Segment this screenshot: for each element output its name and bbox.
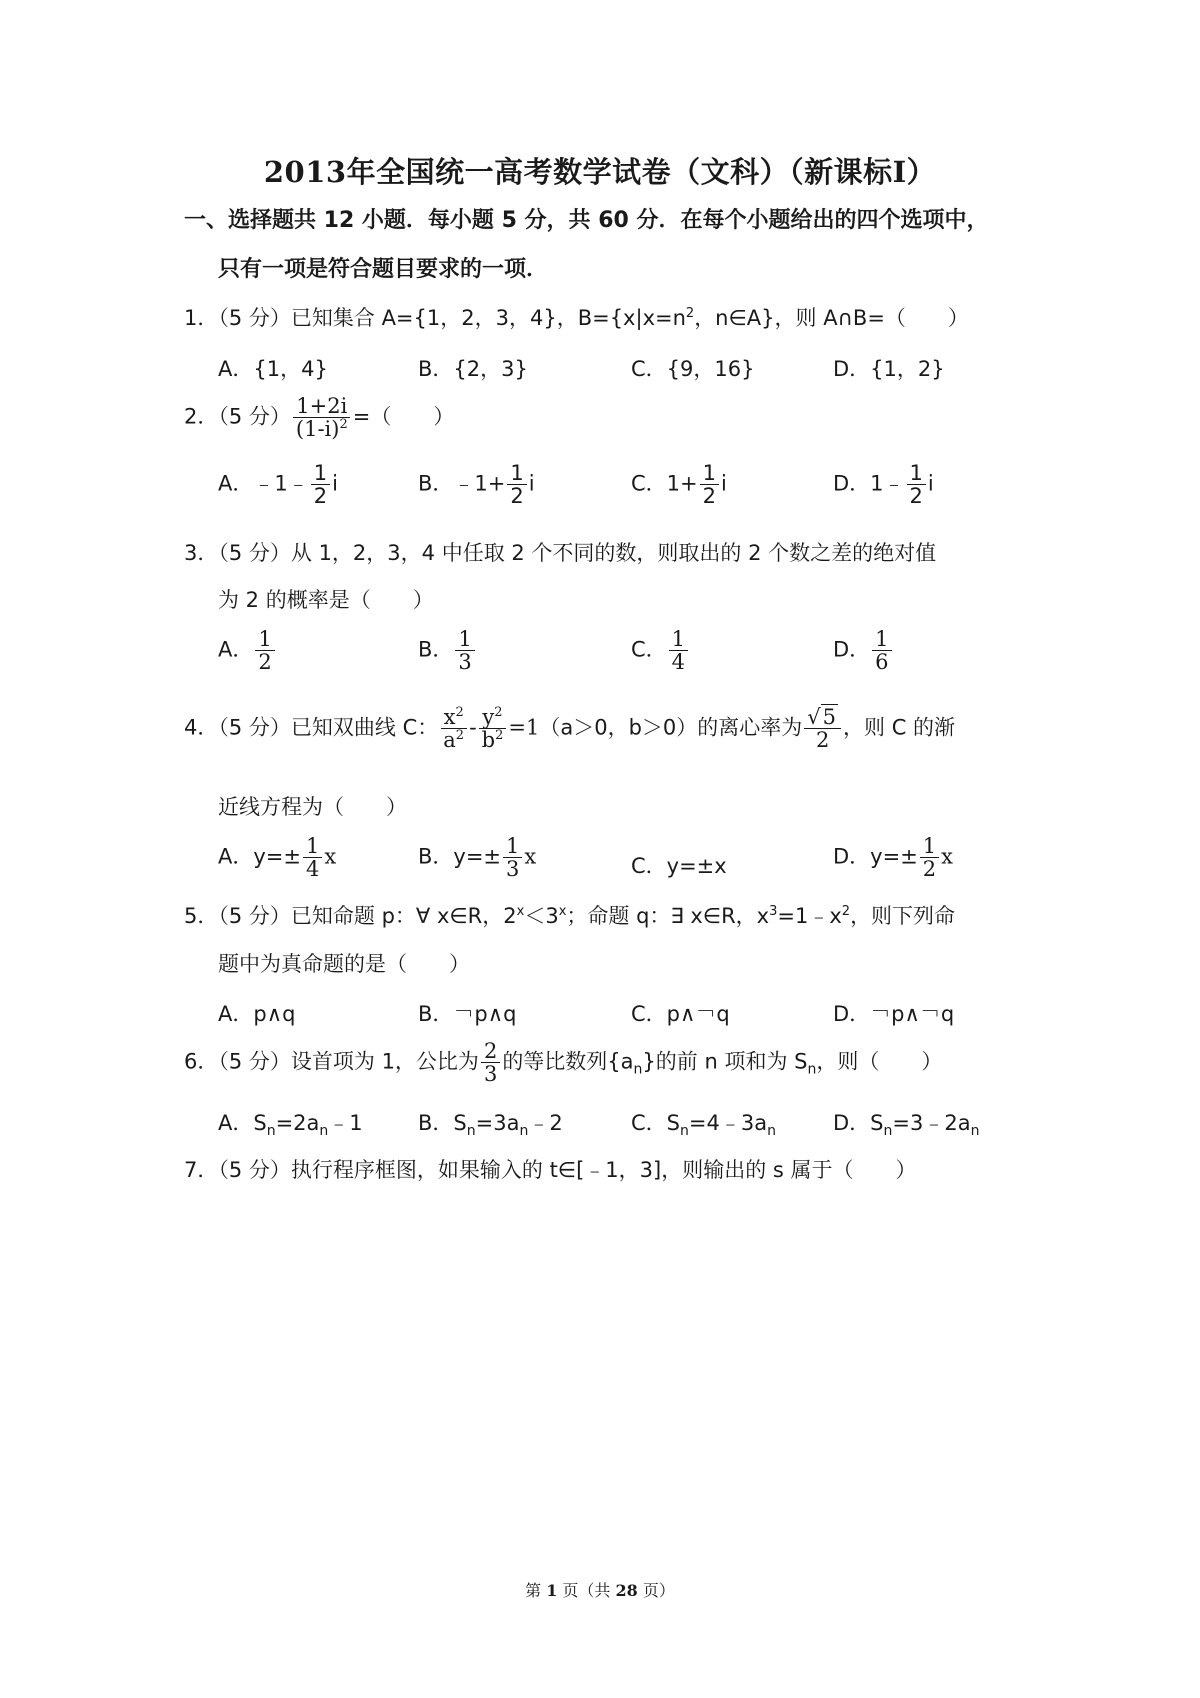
- q4-mid: （a＞0，b＞0）的离心率为: [539, 715, 803, 740]
- q6d-a: D．S: [833, 1111, 884, 1135]
- q5-p3: ；命题 q：∃ x∈R，x: [566, 904, 770, 928]
- q6-sub1: n: [633, 1061, 643, 1078]
- q6c-d: n: [767, 1123, 776, 1140]
- q6a-e: ﹣1: [328, 1111, 363, 1135]
- q2b-post: i: [528, 471, 535, 496]
- q3a-num: 1: [255, 628, 274, 651]
- q2c-fraction: [700, 462, 719, 507]
- q6b-a: B．S: [418, 1111, 467, 1135]
- q4-fraction-x: [440, 706, 467, 751]
- q4-x-sq: 2: [455, 705, 464, 720]
- q6-num: 2: [481, 1040, 500, 1063]
- q2-fraction: [293, 395, 351, 440]
- q3b-pre: B．: [418, 637, 454, 662]
- q4-fraction-y: [479, 706, 507, 751]
- q4b-num: 1: [503, 835, 522, 858]
- question-5-line1: [184, 900, 955, 930]
- q6a-c: =2a: [275, 1111, 320, 1135]
- q2c-pre: C．1+: [631, 471, 698, 496]
- q4-b-sq: 2: [495, 728, 504, 744]
- q4-option-a: [218, 835, 336, 880]
- page-footer: [0, 1578, 1200, 1601]
- q5-s2: x: [558, 904, 567, 919]
- q3b-den: 3: [458, 650, 472, 675]
- q4-minus: -: [469, 715, 477, 740]
- q6d-d: n: [970, 1123, 980, 1140]
- q6b-b: n: [466, 1123, 476, 1140]
- q6c-b: n: [680, 1123, 689, 1140]
- q2-denominator: (1-i): [295, 417, 340, 442]
- question-7-stem: 7．（5 分）执行程序框图，如果输入的 t∈[﹣1，3]，则输出的 s 属于（ ）: [184, 1158, 917, 1182]
- q5-s4: 2: [841, 904, 851, 919]
- q6d-b: n: [883, 1123, 893, 1140]
- q4-a: a: [443, 728, 456, 753]
- q2d-num: 1: [907, 462, 926, 485]
- q4d-pre: D．y=±: [833, 844, 918, 869]
- sqrt-sign: √: [807, 705, 821, 729]
- q2d-den: 2: [909, 484, 923, 509]
- footer-a: 第: [525, 1581, 547, 1600]
- q1-option-c: C．{9，16}: [631, 357, 755, 381]
- q2b-num: 1: [507, 462, 526, 485]
- q2a-post: i: [332, 471, 338, 496]
- q2b-pre: B．﹣1+: [418, 471, 506, 496]
- q3b-fraction: [455, 628, 474, 673]
- q3d-fraction: [872, 628, 891, 673]
- q4a-num: 1: [303, 835, 322, 858]
- q1-text-b: ，n∈A}，则 A∩B=（ ）: [694, 306, 969, 330]
- q2d-fraction: [907, 462, 926, 507]
- q6a-a: A．S: [218, 1111, 267, 1135]
- question-2-stem: [184, 395, 454, 440]
- q4b-post: x: [524, 844, 537, 869]
- q4d-den: 2: [922, 857, 937, 882]
- section-heading-line1: 一、选择题共 12 小题．每小题 5 分，共 60 分．在每个小题给出的四个选项中，: [184, 208, 989, 233]
- q6-option-c: [631, 1107, 776, 1140]
- q4-eccentricity: [804, 706, 841, 751]
- q1-option-b: B．{2，3}: [418, 357, 528, 381]
- q5-p5: ，则下列命: [850, 904, 956, 928]
- q1-option-d: D．{1，2}: [833, 357, 945, 381]
- footer-b: 页（共: [557, 1581, 616, 1600]
- q3d-num: 1: [872, 628, 891, 651]
- q4b-pre: B．y=±: [418, 844, 502, 869]
- q2c-num: 1: [700, 462, 719, 485]
- question-4-line2: 近线方程为（ ）: [218, 795, 407, 819]
- q4-y-sq: 2: [494, 705, 503, 720]
- q4-ecc-den: 2: [815, 728, 830, 753]
- q5-p4: =1﹣x: [777, 904, 842, 928]
- q3a-den: 2: [258, 650, 272, 675]
- section-heading-line2: 只有一项是符合题目要求的一项．: [218, 257, 549, 282]
- q6-option-a: [218, 1107, 363, 1140]
- q1-superscript: 2: [685, 306, 695, 321]
- q2-denominator-sup: 2: [339, 417, 348, 433]
- q6-option-d: [833, 1107, 980, 1140]
- q2-option-b: [418, 462, 535, 507]
- q2d-pre: D．1﹣: [833, 471, 905, 496]
- q4a-pre: A．y=±: [218, 844, 301, 869]
- q2-option-c: [631, 462, 727, 507]
- q4-option-b: [418, 835, 536, 880]
- q3c-pre: C．: [631, 637, 667, 662]
- q4b-fraction: [503, 835, 522, 880]
- q2a-pre: A．﹣1﹣: [218, 471, 309, 496]
- q2a-den: 2: [313, 484, 328, 509]
- q2-suffix: =（ ）: [352, 404, 455, 429]
- q3a-fraction: [255, 628, 274, 673]
- q6-p4: ，则（ ）: [816, 1049, 943, 1074]
- q4-option-c: C．y=±x: [631, 854, 727, 878]
- q4d-num: 1: [920, 835, 939, 858]
- q4-a-sq: 2: [455, 728, 465, 744]
- q3d-pre: D．: [833, 637, 871, 662]
- q4a-post: x: [324, 844, 337, 869]
- q5-s1: x: [516, 904, 525, 919]
- q6b-d: n: [519, 1123, 529, 1140]
- q1-option-a: A．{1，4}: [218, 357, 328, 381]
- q2-numerator: 1+2i: [293, 395, 350, 418]
- q4a-fraction: [303, 835, 322, 880]
- q5-option-b: B．￢p∧q: [418, 1002, 517, 1026]
- q4-option-d: [833, 835, 953, 880]
- q4-y: y: [482, 705, 495, 729]
- q6a-b: n: [266, 1123, 276, 1140]
- q6-p1: 6．（5 分）设首项为 1，公比为: [184, 1049, 479, 1074]
- q2-prefix: 2．（5 分）: [184, 404, 291, 429]
- question-1-stem: [184, 302, 969, 332]
- q2d-post: i: [927, 471, 934, 496]
- q6c-c: =4﹣3a: [688, 1111, 768, 1135]
- q4d-post: x: [941, 844, 954, 869]
- q5-option-d: D．￢p∧￢q: [833, 1002, 955, 1026]
- q2c-den: 2: [702, 484, 716, 509]
- q3-option-a: [218, 628, 277, 673]
- q6b-c: =3a: [475, 1111, 520, 1135]
- q6-p3: }的前 n 项和为 S: [642, 1049, 808, 1074]
- q3-option-d: [833, 628, 894, 673]
- q6-fraction: [481, 1040, 500, 1085]
- q4-radicand: 5: [822, 705, 837, 729]
- q1-text-a: 1．（5 分）已知集合 A={1，2，3，4}，B={x|x=n: [184, 306, 686, 330]
- q3c-num: 1: [669, 628, 688, 651]
- q2c-post: i: [721, 471, 727, 496]
- q6a-d: n: [319, 1123, 329, 1140]
- q5-p1: 5．（5 分）已知命题 p：∀ x∈R，2: [184, 904, 517, 928]
- q4-suffix: ，则 C 的渐: [843, 715, 956, 740]
- q6b-e: ﹣2: [528, 1111, 563, 1135]
- q4-x: x: [443, 705, 456, 729]
- question-3-line1: 3．（5 分）从 1，2，3，4 中任取 2 个不同的数，则取出的 2 个数之差的绝对值: [184, 541, 937, 565]
- q4d-fraction: [920, 835, 939, 880]
- q6-option-b: [418, 1107, 563, 1140]
- q3b-num: 1: [455, 628, 474, 651]
- q3c-fraction: [669, 628, 688, 673]
- q5-option-c: C．p∧￢q: [631, 1002, 730, 1026]
- q2-option-a: [218, 462, 338, 507]
- q4b-den: 3: [506, 857, 520, 882]
- q3-option-b: [418, 628, 477, 673]
- q3-option-c: [631, 628, 690, 673]
- question-6-stem: [184, 1040, 942, 1085]
- footer-c: 页）: [637, 1581, 675, 1600]
- q4-b: b: [481, 728, 496, 753]
- q6c-a: C．S: [631, 1111, 680, 1135]
- q3a-pre: A．: [218, 637, 254, 662]
- q2-option-d: [833, 462, 934, 507]
- footer-total-pages: 28: [615, 1581, 638, 1600]
- footer-page-number: 1: [546, 1581, 558, 1600]
- q6d-c: =3﹣2a: [892, 1111, 971, 1135]
- q3c-den: 4: [671, 650, 686, 675]
- q4-prefix: 4．（5 分）已知双曲线 C：: [184, 715, 439, 740]
- q2a-fraction: [311, 462, 330, 507]
- q4a-den: 4: [306, 857, 320, 882]
- q5-option-a: A．p∧q: [218, 1002, 296, 1026]
- q3d-den: 6: [875, 650, 889, 675]
- question-4-line1: [184, 706, 955, 751]
- page-title: 2013年全国统一高考数学试卷（文科）（新课标Ⅰ）: [263, 155, 937, 189]
- q2b-den: 2: [510, 484, 524, 509]
- q6-den: 3: [483, 1062, 498, 1087]
- q2a-num: 1: [311, 462, 330, 485]
- q6-sub2: n: [807, 1061, 817, 1078]
- q5-p2: ＜3: [524, 904, 559, 928]
- q6-p2: 的等比数列{a: [502, 1049, 634, 1074]
- q2b-fraction: [507, 462, 526, 507]
- q4-equals: =1: [508, 715, 540, 740]
- question-3-line2: 为 2 的概率是（ ）: [218, 588, 434, 612]
- q5-s3: 3: [769, 904, 778, 919]
- question-5-line2: 题中为真命题的是（ ）: [218, 952, 470, 976]
